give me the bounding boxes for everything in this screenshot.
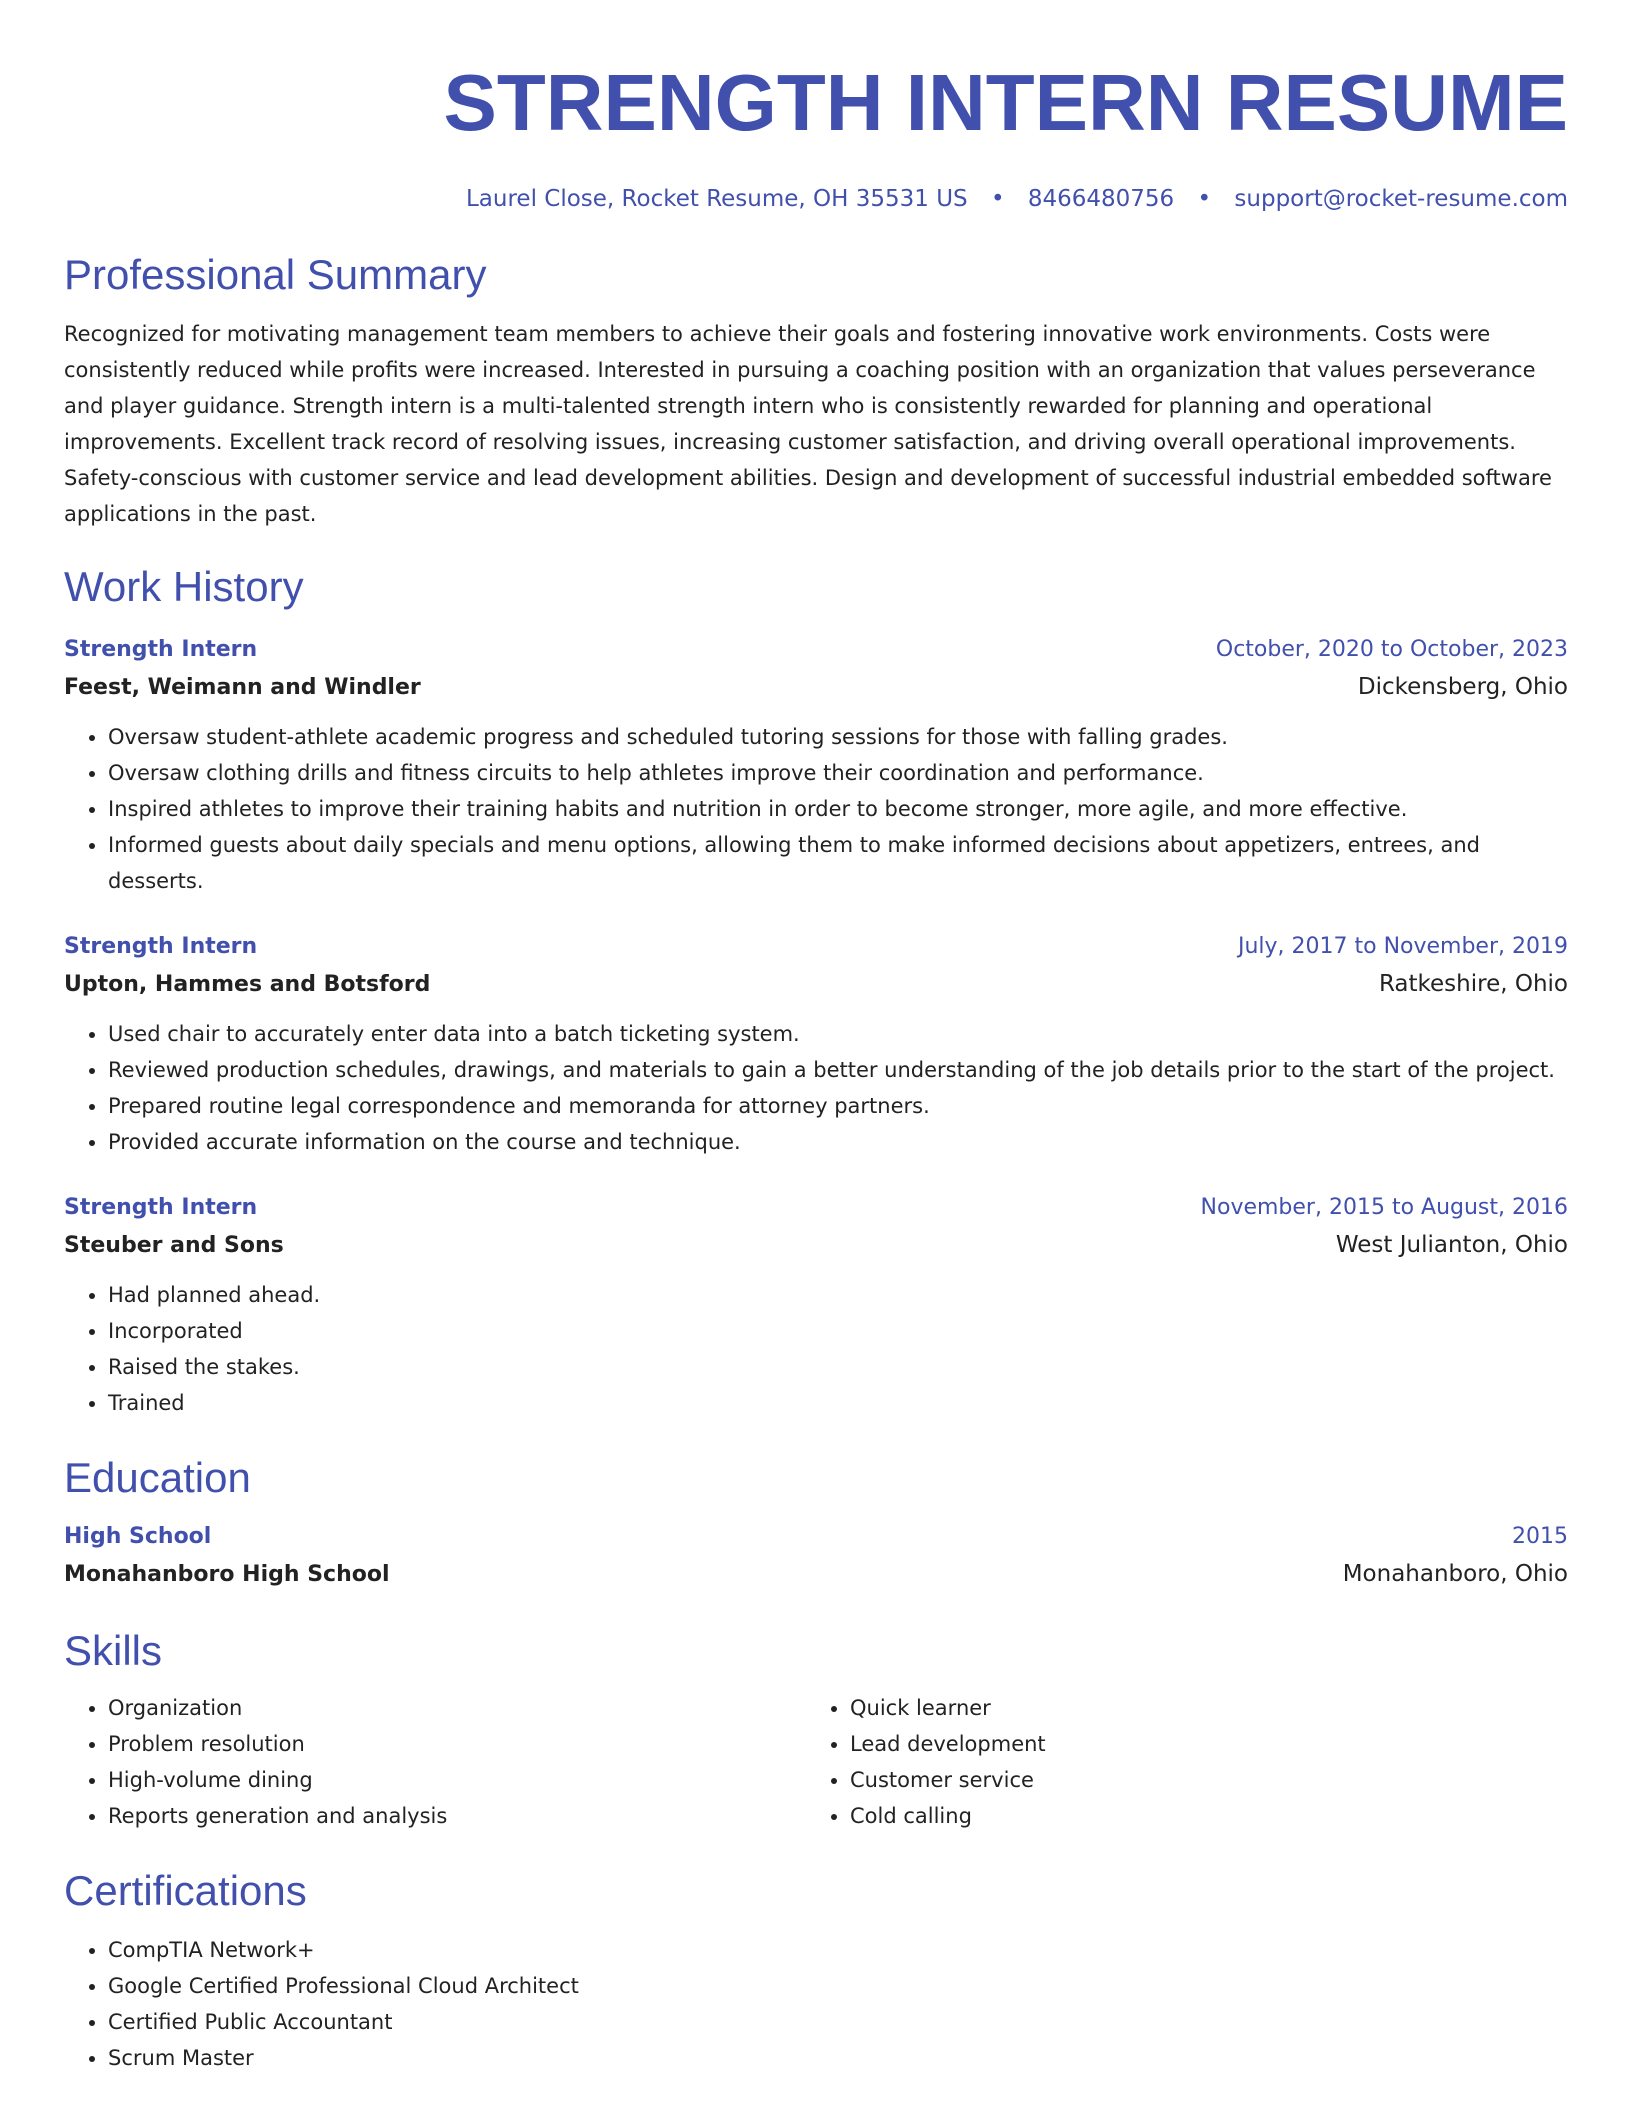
job-bullet: • Oversaw student-athlete academic progress and scheduled tutoring sessions for those with falling grades. bbox=[108, 719, 1568, 755]
employer: Steuber and Sons bbox=[64, 1233, 284, 1258]
skill-item: • High-volume dining bbox=[108, 1762, 806, 1798]
address: Laurel Close, Rocket Resume, OH 35531 US bbox=[465, 186, 968, 212]
job-bullet: • Prepared routine legal correspondence and memoranda for attorney partners. bbox=[108, 1088, 1568, 1124]
job-bullet: • Reviewed production schedules, drawings, and materials to gain a better understanding of the job details prior to the start of the project. bbox=[108, 1052, 1568, 1088]
section-title-education: Education bbox=[64, 1454, 251, 1501]
section-title-skills: Skills bbox=[64, 1627, 163, 1674]
job-title: Strength Intern bbox=[64, 1195, 258, 1220]
email: support@rocket-resume.com bbox=[1234, 186, 1568, 212]
skill-item: • Customer service bbox=[850, 1762, 1548, 1798]
separator-dot: • bbox=[990, 186, 1005, 212]
job-entry bbox=[64, 632, 1568, 899]
certification-item: • Certified Public Accountant bbox=[108, 2004, 1568, 2040]
job-dates: October, 2020 to October, 2023 bbox=[1215, 637, 1568, 662]
certification-item: • CompTIA Network+ bbox=[108, 1932, 1568, 1968]
job-entry bbox=[64, 929, 1568, 1160]
section-title-work-history: Work History bbox=[64, 563, 304, 610]
section-title-certifications: Certifications bbox=[64, 1867, 307, 1914]
job-entry bbox=[64, 1190, 1568, 1421]
education-entry bbox=[64, 1519, 1568, 1594]
phone: 8466480756 bbox=[1027, 186, 1175, 212]
school-name: Monahanboro High School bbox=[64, 1562, 390, 1587]
employer: Feest, Weimann and Windler bbox=[64, 675, 421, 700]
certification-item: • Scrum Master bbox=[108, 2040, 1568, 2076]
job-bullet: • Provided accurate information on the course and technique. bbox=[108, 1124, 1568, 1160]
job-bullets bbox=[64, 1016, 1568, 1160]
job-bullet: • Oversaw clothing drills and fitness circuits to help athletes improve their coordination and performance. bbox=[108, 755, 1568, 791]
degree: High School bbox=[64, 1524, 212, 1549]
skills-list-right bbox=[806, 1690, 1548, 1834]
job-bullet: • Inspired athletes to improve their training habits and nutrition in order to become stronger, more agile, and more effective. bbox=[108, 791, 1568, 827]
job-title: Strength Intern bbox=[64, 934, 258, 959]
skill-item: • Organization bbox=[108, 1690, 806, 1726]
separator-dot: • bbox=[1197, 186, 1212, 212]
job-bullet: • Trained bbox=[108, 1385, 1568, 1421]
summary-text: Recognized for motivating management team members to achieve their goals and fostering innovative work environments. Costs were consistently reduced while profits were increased. Interested in pursuing a coaching position with an organization that values perseverance and player guidance. Strength intern is a multi-talented strength intern who is consistently rewarded for planning and operational improvements. Excellent track record of resolving issues, increasing customer satisfaction, and driving overall operational improvements. Safety-conscious with customer service and lead development abilities. Design and development of successful industrial embedded software applications in the past. bbox=[64, 322, 1552, 526]
resume-title: STRENGTH INTERN RESUME bbox=[443, 58, 1568, 147]
skill-item: • Quick learner bbox=[850, 1690, 1548, 1726]
job-bullet: • Had planned ahead. bbox=[108, 1277, 1568, 1313]
contact-line bbox=[64, 182, 1568, 216]
skill-item: • Cold calling bbox=[850, 1798, 1548, 1834]
job-bullets bbox=[64, 719, 1568, 899]
job-location: Dickensberg, Ohio bbox=[1357, 674, 1568, 700]
skills-columns bbox=[64, 1690, 1568, 1834]
job-location: Ratkeshire, Ohio bbox=[1378, 971, 1568, 997]
job-bullet: • Raised the stakes. bbox=[108, 1349, 1568, 1385]
job-title: Strength Intern bbox=[64, 637, 258, 662]
job-bullet: • Informed guests about daily specials and menu options, allowing them to make informed decisions about appetizers, entrees, and desserts. bbox=[108, 827, 1568, 899]
certifications-list bbox=[64, 1932, 1568, 2076]
job-dates: November, 2015 to August, 2016 bbox=[1200, 1195, 1568, 1220]
job-dates: July, 2017 to November, 2019 bbox=[1237, 934, 1568, 959]
certification-item: • Google Certified Professional Cloud Architect bbox=[108, 1968, 1568, 2004]
job-bullets bbox=[64, 1277, 1568, 1421]
job-location: West Julianton, Ohio bbox=[1335, 1232, 1568, 1258]
job-bullet: • Used chair to accurately enter data into a batch ticketing system. bbox=[108, 1016, 1568, 1052]
skill-item: • Reports generation and analysis bbox=[108, 1798, 806, 1834]
skills-list-left bbox=[64, 1690, 806, 1834]
employer: Upton, Hammes and Botsford bbox=[64, 972, 431, 997]
graduation-year: 2015 bbox=[1512, 1524, 1568, 1549]
school-location: Monahanboro, Ohio bbox=[1342, 1561, 1568, 1587]
skill-item: • Problem resolution bbox=[108, 1726, 806, 1762]
section-title-summary: Professional Summary bbox=[64, 251, 487, 298]
job-bullet: • Incorporated bbox=[108, 1313, 1568, 1349]
skill-item: • Lead development bbox=[850, 1726, 1548, 1762]
